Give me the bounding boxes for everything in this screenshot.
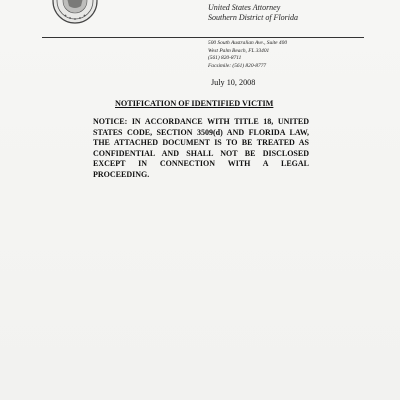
notice-line: CONFIDENTIAL AND SHALL NOT BE DISCLOSED	[93, 148, 309, 158]
office-address	[208, 40, 287, 70]
notice-line: EXCEPT IN CONNECTION WITH A LEGAL	[93, 159, 309, 169]
notice-line: NOTICE: IN ACCORDANCE WITH TITLE 18, UNITED	[93, 117, 309, 126]
phone-line: (561) 820-8711	[208, 55, 242, 62]
confidentiality-notice	[93, 117, 309, 181]
district-name: Southern District of Florida	[208, 13, 298, 22]
office-name: United States Attorney	[208, 3, 281, 12]
document-heading: NOTIFICATION OF IDENTIFIED VICTIM	[115, 99, 274, 108]
notice-line: THE ATTACHED DOCUMENT IS TO BE TREATED AS	[93, 138, 309, 148]
address-line: 500 South Australian Ave., Suite 400	[208, 40, 288, 46]
notice-line: PROCEEDING.	[93, 169, 150, 179]
letterhead-divider	[42, 37, 364, 38]
address-line: West Palm Beach, FL 33401	[208, 47, 270, 54]
notice-line: STATES CODE, SECTION 3509(d) AND FLORIDA LAW,	[93, 127, 309, 137]
fax-line: Facsimile: (561) 820-8777	[208, 62, 267, 69]
letter-date: July 10, 2008	[211, 78, 256, 87]
doj-seal-icon	[52, 0, 98, 24]
letterhead-office	[208, 3, 298, 23]
